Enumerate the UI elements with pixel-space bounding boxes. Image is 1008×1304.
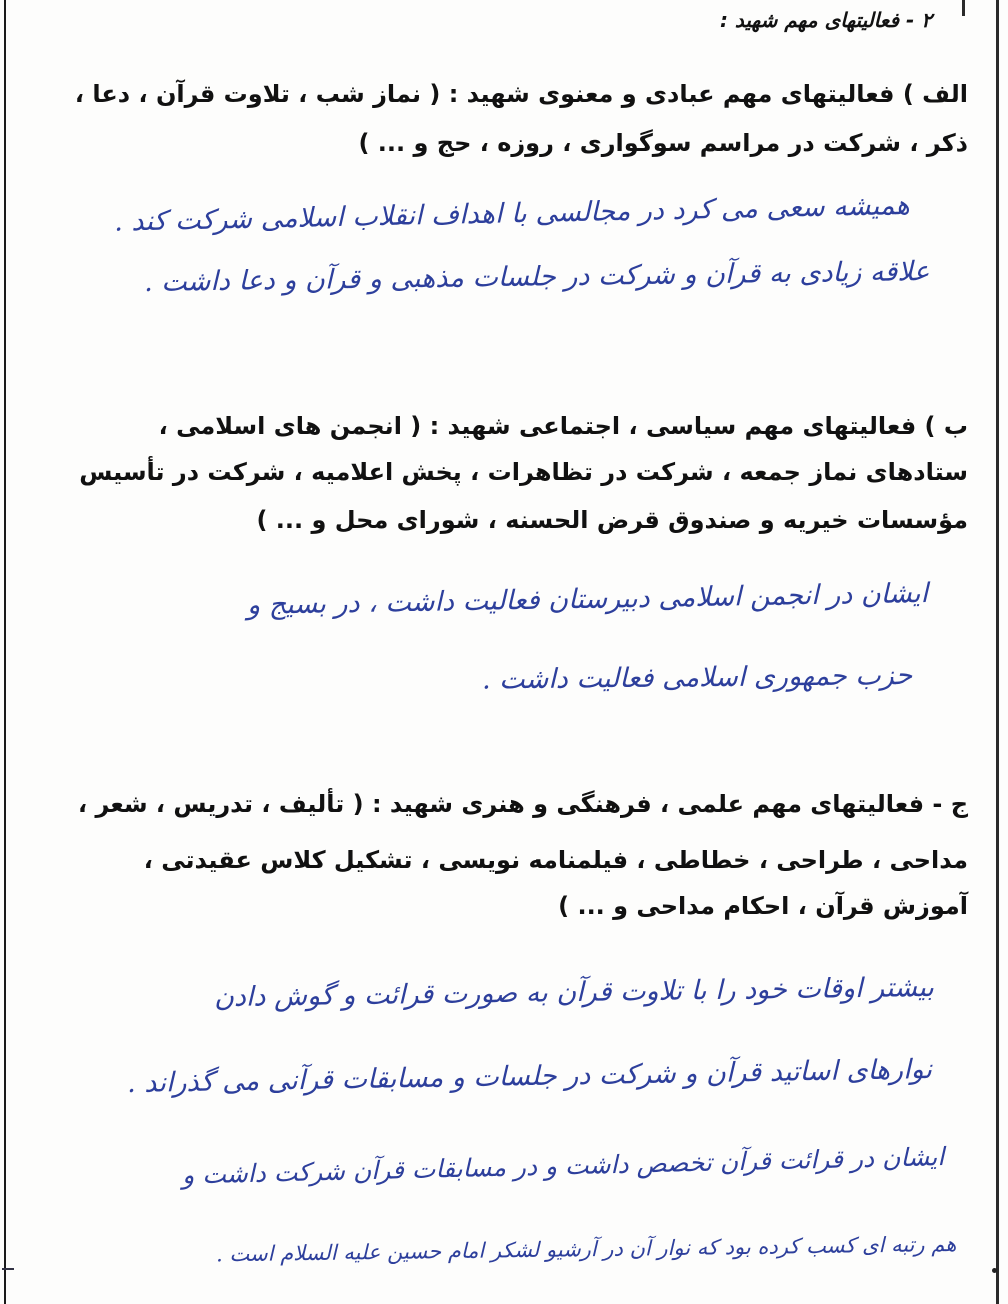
section-b-printed-line: ب ) فعالیتهای مهم سیاسی ، اجتماعی شهید : ( انجمن های اسلامی ،	[158, 412, 968, 440]
section-a-handwritten-line: علاقه زیادی به قرآن و شرکت در جلسات مذهبی و قرآن و دعا داشت .	[144, 256, 931, 298]
section-b-printed-line: ستادهای نماز جمعه ، شرکت در تظاهرات ، پخش اعلامیه ، شرکت در تأسیس	[79, 458, 968, 486]
section-a-printed-line: الف ) فعالیتهای مهم عبادی و معنوی شهید : ( نماز شب ، تلاوت قرآن ، دعا ،	[74, 80, 968, 108]
section-c-printed-line: مداحی ، طراحی ، خطاطی ، فیلمنامه نویسی ، تشکیل کلاس عقیدتی ،	[143, 846, 968, 874]
page-margin-tick	[2, 1268, 14, 1270]
section-c-handwritten-line: نوارهای اساتید قرآن و شرکت در جلسات و مسابقات قرآنی می گذراند .	[126, 1054, 933, 1100]
section-b-handwritten-line: حزب جمهوری اسلامی فعالیت داشت .	[481, 660, 913, 696]
section-b-printed-line: مؤسسات خیریه و صندوق قرض الحسنه ، شورای محل و ... )	[256, 506, 968, 534]
section-b-handwritten-line: ایشان در انجمن اسلامی دبیرستان فعالیت داشت ، در بسیج و	[246, 578, 929, 621]
section-a-printed-line: ذکر ، شرکت در مراسم سوگواری ، روزه ، حج و ... )	[358, 129, 968, 157]
section-c-handwritten-line: هم رتبه ای کسب کرده بود که نوار آن در آرشیو لشکر امام حسین علیه السلام است .	[215, 1232, 957, 1267]
page-corner-mark	[992, 1268, 997, 1273]
section-c-printed-line: ج - فعالیتهای مهم علمی ، فرهنگی و هنری شهید : ( تألیف ، تدریس ، شعر ،	[78, 790, 968, 818]
section-heading: ۲ - فعالیتهای مهم شهید :	[719, 8, 932, 32]
section-c-printed-line: آموزش قرآن ، احکام مداحی و ... )	[558, 892, 968, 920]
page-left-edge	[4, 0, 6, 1304]
section-c-handwritten-line: بیشتر اوقات خود را با تلاوت قرآن به صورت قرائت و گوش دادن	[213, 972, 935, 1014]
section-c-handwritten-line: ایشان در قرائت قرآن تخصص داشت و در مسابقات قرآن شرکت داشت و	[181, 1142, 945, 1190]
page-right-edge	[996, 0, 999, 1304]
page-top-edge-mark	[962, 0, 965, 16]
section-a-handwritten-line: همیشه سعی می کرد در مجالسی با اهداف انقلاب اسلامی شرکت کند .	[114, 190, 911, 238]
